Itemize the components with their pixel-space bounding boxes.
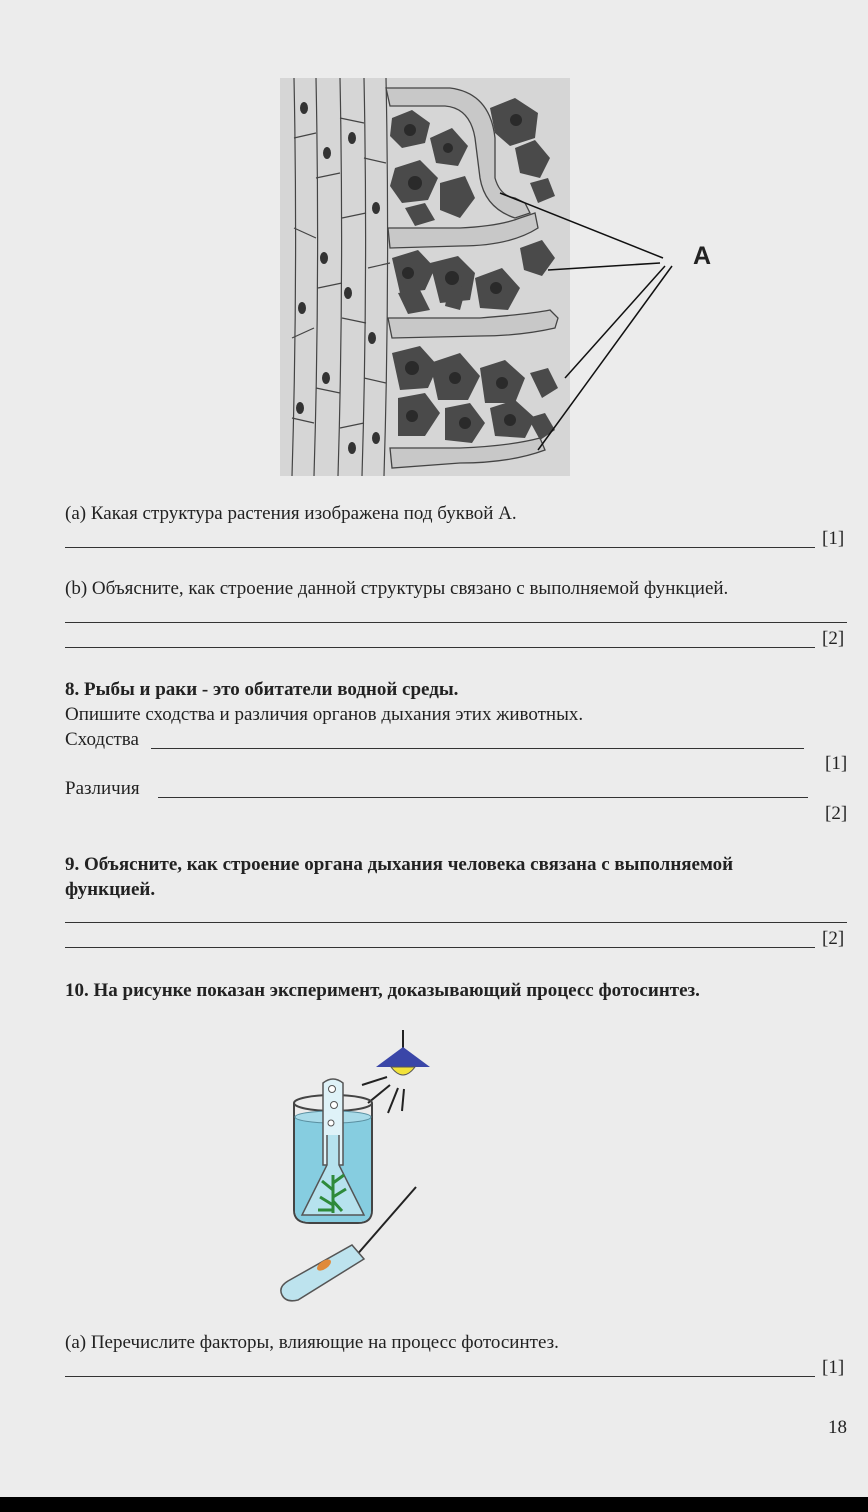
q7b-mark: [2] <box>822 628 845 649</box>
q8-similarities-line[interactable] <box>151 748 804 749</box>
q7a-text: (a) Какая структура растения изображена под буквой А. <box>65 503 517 524</box>
q7a-mark: [1] <box>822 528 845 549</box>
q9-title-line1: 9. Объясните, как строение органа дыхания человека связана с выполняемой <box>65 854 734 875</box>
q8-title: 8. Рыбы и раки - это обитатели водной среды. <box>65 679 459 700</box>
figure-label-a: A <box>693 242 712 270</box>
q10a-mark: [1] <box>822 1357 845 1378</box>
q8-differences-label: Различия <box>65 778 140 799</box>
q8-differences-mark: [2] <box>825 803 848 824</box>
q7b-text: (b) Объясните, как строение данной структуры связано с выполняемой функцией. <box>65 578 729 599</box>
q10a-answer-line[interactable] <box>65 1376 815 1377</box>
q8-subtitle: Опишите сходства и различия органов дыхания этих животных. <box>65 704 584 725</box>
page-number: 18 <box>828 1417 847 1438</box>
q8-similarities-label: Сходства <box>65 729 139 750</box>
q7a-answer-line[interactable] <box>65 547 815 548</box>
q8-differences-line[interactable] <box>158 797 808 798</box>
q7b-answer-line-1[interactable] <box>65 622 847 623</box>
q9-title-line2: функцией. <box>65 879 156 900</box>
root-hair-figure <box>280 78 730 478</box>
q9-mark: [2] <box>822 928 845 949</box>
bottom-bar <box>0 1497 868 1512</box>
photosynthesis-experiment-figure <box>270 1025 440 1305</box>
q7b-answer-line-2[interactable] <box>65 647 815 648</box>
q10-title: 10. На рисунке показан эксперимент, доказывающий процесс фотосинтез. <box>65 980 700 1001</box>
q9-answer-line-2[interactable] <box>65 947 815 948</box>
q9-answer-line-1[interactable] <box>65 922 847 923</box>
q10a-text: (a) Перечислите факторы, влияющие на процесс фотосинтез. <box>65 1332 559 1353</box>
q8-similarities-mark: [1] <box>825 753 848 774</box>
